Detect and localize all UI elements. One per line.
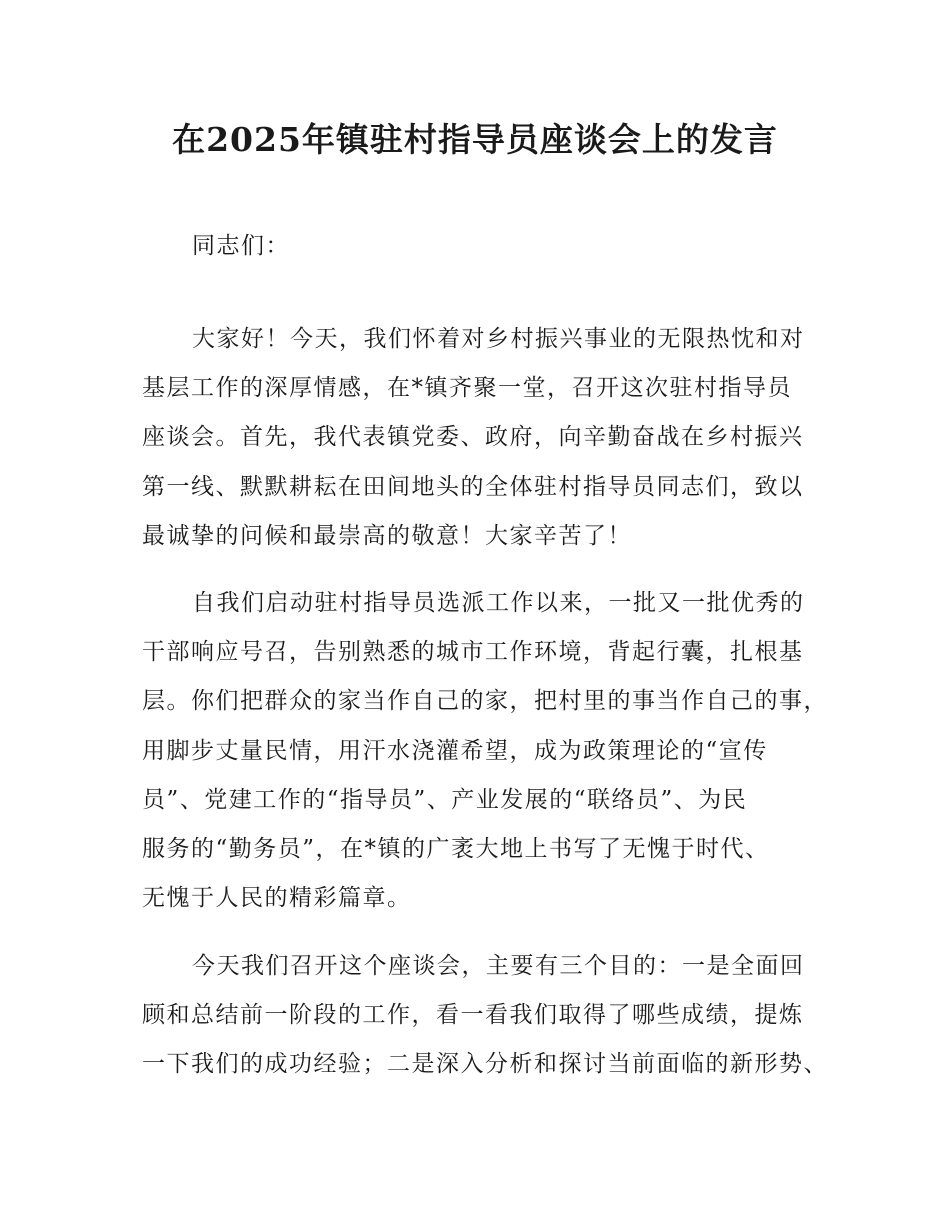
paragraph-line: 一下我们的成功经验；二是深入分析和探讨当前面临的新形势、 (142, 1051, 828, 1077)
paragraph-line: 层。你们把群众的家当作自己的家，把村里的事当作自己的事， (142, 688, 828, 714)
paragraph-line: 干部响应号召，告别熟悉的城市工作环境，背起行囊，扎根基 (142, 639, 804, 665)
paragraph-line: 大家好！今天，我们怀着对乡村振兴事业的无限热忱和对 (192, 326, 805, 352)
paragraph-line: 第一线、默默耕耘在田间地头的全体驻村指导员同志们，致以 (142, 474, 804, 500)
salutation: 同志们： (192, 233, 290, 259)
paragraph-line: 用脚步丈量民情，用汗水浇灌希望，成为政策理论的“宣传 (142, 738, 768, 764)
document-title: 在2025年镇驻村指导员座谈会上的发言 (172, 120, 778, 159)
paragraph-line: 基层工作的深厚情感，在*镇齐聚一堂，召开这次驻村指导员 (142, 375, 792, 401)
paragraph-line: 无愧于人民的精彩篇章。 (142, 885, 412, 911)
paragraph-line: 最诚挚的问候和最崇高的敬意！大家辛苦了！ (142, 523, 632, 549)
paragraph-line: 座谈会。首先，我代表镇党委、政府，向辛勤奋战在乡村振兴 (142, 424, 804, 450)
paragraph-line: 服务的“勤务员”，在*镇的广袤大地上书写了无愧于时代、 (142, 836, 770, 862)
paragraph-line: 自我们启动驻村指导员选派工作以来，一批又一批优秀的 (192, 590, 805, 616)
paragraph-line: 今天我们召开这个座谈会，主要有三个目的：一是全面回 (192, 953, 805, 979)
paragraph-line: 员”、党建工作的“指导员”、产业发展的“联络员”、为民 (142, 787, 748, 813)
paragraph-line: 顾和总结前一阶段的工作，看一看我们取得了哪些成绩，提炼 (142, 1002, 804, 1028)
